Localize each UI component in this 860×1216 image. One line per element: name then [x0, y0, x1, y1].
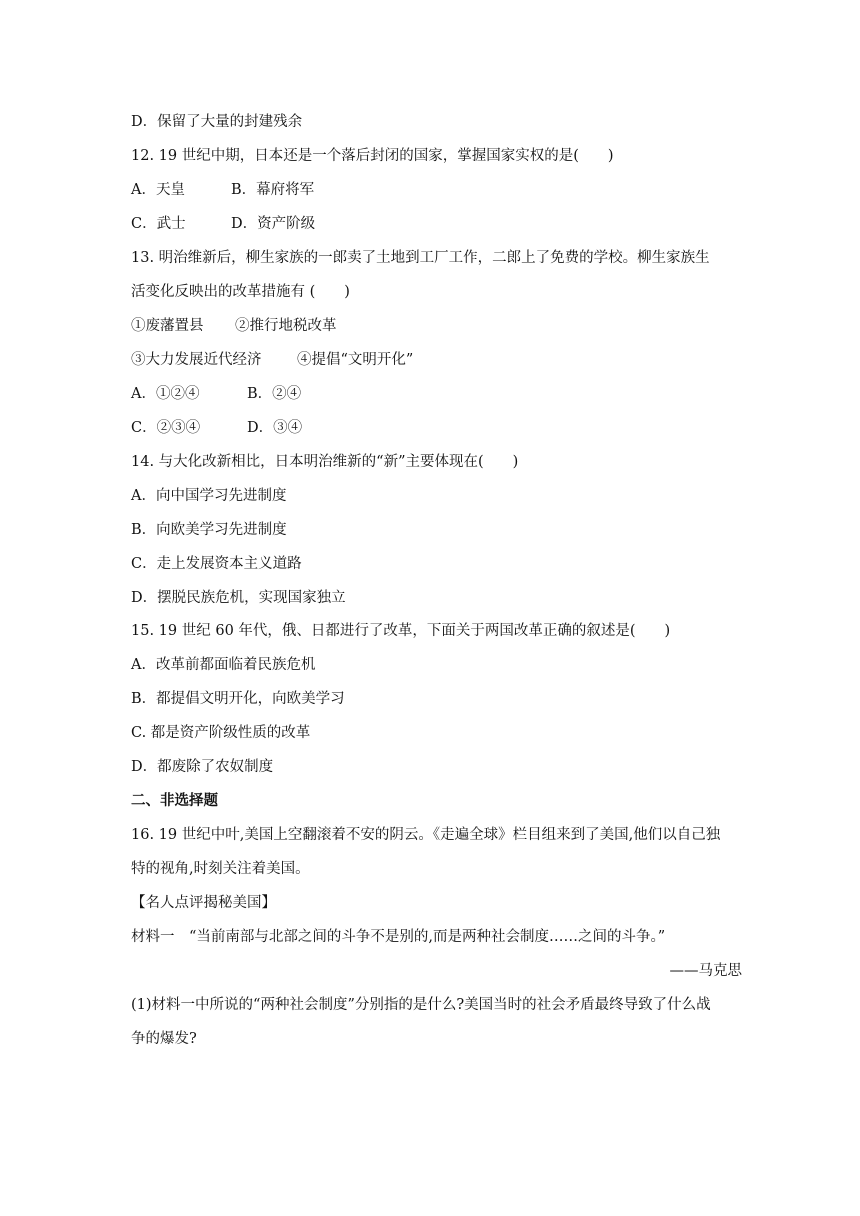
q13-items-row2 — [131, 350, 413, 370]
q13-item-2: ②推行地税改革 — [235, 318, 337, 334]
q16-material-1-source: ——马克思 — [669, 963, 742, 979]
section-heading: 二、非选择题 — [131, 792, 218, 809]
q12-option-d: D．资产阶级 — [231, 216, 316, 232]
q14-option-d: D．摆脱民族危机，实现国家独立 — [131, 590, 346, 606]
q13-stem-line2: 活变化反映出的改革措施有 ( ) — [131, 284, 350, 300]
q13-stem-line1: 13. 明治维新后，柳生家族的一郎卖了土地到工厂工作，二郎上了免费的学校。柳生家族生 — [131, 250, 710, 266]
q15-option-b: B．都提倡文明开化，向欧美学习 — [131, 691, 345, 707]
q15-option-c: C. 都是资产阶级性质的改革 — [131, 725, 311, 741]
q16-stem-line2: 特的视角,时刻关注着美国。 — [131, 861, 310, 877]
q16-subquestion-1-line1: (1)材料一中所说的“两种社会制度”分别指的是什么?美国当时的社会矛盾最终导致了什么战 — [131, 997, 711, 1013]
q15-stem: 15. 19 世纪 60 年代，俄、日都进行了改革，下面关于两国改革正确的叙述是( ) — [131, 623, 671, 639]
q14-option-a: A．向中国学习先进制度 — [131, 488, 287, 504]
q16-stem-line1: 16. 19 世纪中叶,美国上空翻滚着不安的阴云。《走遍全球》栏目组来到了美国,他们以自己独 — [131, 827, 721, 843]
q13-option-d: D．③④ — [247, 420, 303, 436]
q13-items-row1 — [131, 316, 337, 336]
q15-option-a: A．改革前都面临着民族危机 — [131, 657, 316, 673]
q11-option-d: D．保留了大量的封建残余 — [131, 114, 303, 130]
q14-stem: 14. 与大化改新相比，日本明治维新的“新”主要体现在( ) — [131, 454, 519, 470]
q16-material-1: 材料一 “当前南部与北部之间的斗争不是别的,而是两种社会制度……之间的斗争。” — [131, 929, 666, 945]
q13-item-4: ④提倡“文明开化” — [297, 352, 414, 368]
q13-item-1: ①废藩置县 — [131, 318, 204, 334]
q16-subquestion-1-line2: 争的爆发? — [131, 1031, 197, 1047]
q12-option-b: B．幕府将军 — [231, 182, 315, 198]
q15-option-d: D．都废除了农奴制度 — [131, 759, 274, 775]
q12-option-a: A．天皇 — [131, 182, 185, 198]
q13-options-row1 — [131, 384, 301, 404]
q14-option-c: C．走上发展资本主义道路 — [131, 556, 302, 572]
q12-options-row1 — [131, 180, 314, 200]
q13-options-row2 — [131, 418, 302, 438]
q13-option-b: B．②④ — [247, 386, 302, 402]
q12-option-c: C．武士 — [131, 216, 186, 232]
q14-option-b: B．向欧美学习先进制度 — [131, 522, 287, 538]
q13-option-c: C．②③④ — [131, 420, 201, 436]
q13-item-3: ③大力发展近代经济 — [131, 352, 262, 368]
q12-options-row2 — [131, 214, 315, 234]
q16-subheading: 【名人点评揭秘美国】 — [131, 895, 276, 911]
q12-stem: 12. 19 世纪中期，日本还是一个落后封闭的国家，掌握国家实权的是( ) — [131, 148, 614, 164]
q13-option-a: A．①②④ — [131, 386, 200, 402]
